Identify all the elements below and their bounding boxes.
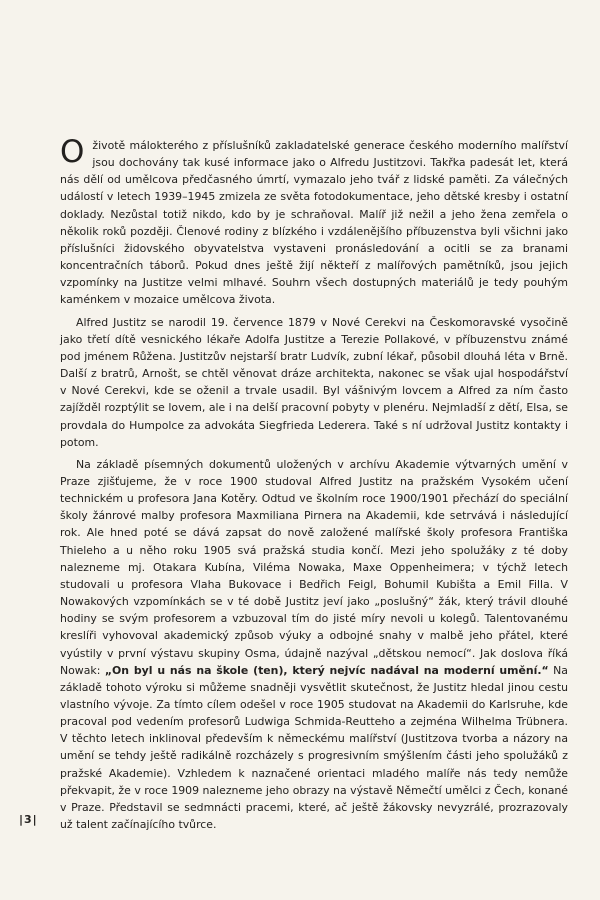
bold-quote: „On byl u nás na škole (ten), který nejvíc nadával na moderní umění.“ bbox=[104, 663, 549, 677]
paragraph-text: Na základě tohoto výroku si můžeme snadněji vysvětlit skutečnost, že Justitz hledal jinou cestu vlastního vývoje. Za tímto cílem odešel v roce 1905 studovat na Akademii do Karlsruhe, kde pracoval pod vedením profesorů Ludwiga Schmida-Reutteho a zejména Wilhelma Trübnera. V těchto letech inklinoval především k německému malířství (Justitzova tvorba a názory na umění se tehdy ještě radikálně rozcházely s progresivním smýšlením části jeho spolužáků z pražské Akademie). Vzhledem k naznačené orientaci mladého malíře nás tedy nemůže překvapit, že v roce 1909 nalezneme jeho obrazy na výstavě Němečtí umělci z Čech, konané v Praze. Představil se sedmnácti pracemi, které, ač ještě žákovsky nevyzrálé, prozrazovaly už talent začínajícího tvůrce. bbox=[60, 663, 568, 832]
paragraph-birth bbox=[60, 314, 568, 451]
paragraph-text: Alfred Justitz se narodil 19. července 1879 v Nové Cerekvi na Českomoravské vysočině jako třetí dítě vesnického lékaře Adolfa Justitze a Terezie Pollakové, v příbuzenstvu známé pod jménem Růžena. Justitzův nejstarší bratr Ludvík, zubní lékař, působil dlouhá léta v Brně. Další z bratrů, Arnošt, se chtěl věnovat dráze architekta, nakonec se však ujal hospodářství v Nové Cerekvi, kde se oženil a trvale usadil. Byl vášnivým lovcem a Alfred za ním často zajížděl rozptýlit se lovem, ale i na delší pracovní pobyty v plenéru. Nejmladší z dětí, Elsa, se provdala do Humpolce za advokáta Siegfrieda Lederera. Také s ní udržoval Justitz kontakty i potom. bbox=[60, 315, 568, 449]
page-number: |3| bbox=[19, 813, 38, 826]
drop-cap: O bbox=[60, 134, 85, 170]
paragraph-text: životě málokterého z příslušníků zakladatelské generace českého moderního malířství jsou dochovány tak kusé informace jako o Alfredu Justitzovi. Takřka padesát let, která nás dělí od umělcova předčasného úmrtí, vymazalo jeho tvář z lidské paměti. Za válečných událostí v letech 1939–1945 zmizela ze světa fotodokumentace, jeho dětské kresby i ostatní doklady. Nezůstal totiž nikdo, kdo by je schraňoval. Malíř již nežil a jeho žena zemřela o několik roků později. Členové rodiny z blízkého i vzdálenějšího příbuzenstva byli všichni jako příslušníci židovského obyvatelstva vystaveni pronásledování a ocitli se za branami koncentračních táborů. Pokud dnes ještě žijí někteří z malířových pamětníků, jsou jejich vzpomínky na Justitze velmi mlhavé. Souhrn všech dostupných materiálů je tedy pouhým kaménkem v mozaice umělcova života. bbox=[60, 139, 568, 307]
paragraph-text: Na základě písemných dokumentů uložených v archívu Akademie výtvarných umění v Praze zjišťujeme, že v roce 1900 studoval Alfred Justitz na pražském Vysokém učení technickém u profesora Jana Kotěry. Odtud ve školním roce 1900/1901 přechází do speciální školy žánrové malby profesora Maxmiliana Pirnera na Akademii, kde setrvává i následující rok. Ale hned poté se dává zapsat do nově založené malířské školy profesora Františka Thieleho a u něho roku 1905 svá pražská studia končí. Mezi jeho spolužáky z té doby nalezneme mj. Otakara Kubína, Viléma Nowaka, Maxe Oppenheimera; v týchž letech studovali u profesora Vlaha Bukovace i Bedřich Feigl, Bohumil Kubišta a Emil Filla. V Nowakových vzpomínkách se v té době Justitz jeví jako „poslušný“ žák, který trávil dlouhé hodiny se svým profesorem a vzbuzoval tím do jisté míry nevoli u kolegů. Talentovanému kreslíři vyhovoval akademický způsob výuky a odbojné snahy v malbě jeho přátel, které vyústily v první výstavu skupiny Osma, údajně nazýval „dětskou nemocí“. Jak doslova říká Nowak: bbox=[60, 457, 568, 677]
article-body bbox=[60, 134, 568, 838]
paragraph-intro bbox=[60, 134, 568, 309]
paragraph-studies bbox=[60, 456, 568, 833]
